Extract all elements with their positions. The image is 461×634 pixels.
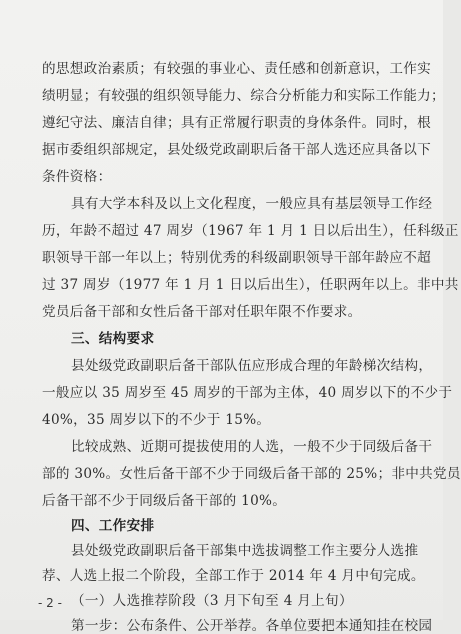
body-text-line: 荐、人选上报二个阶段，全部工作于 2014 年 4 月中旬完成。 — [42, 568, 425, 584]
body-text-line: 比较成熟、近期可提拔使用的人选，一般不少于同级后备干 — [71, 439, 433, 455]
body-text-line: 第一步：公布条件、公开举荐。各单位要把本通知挂在校园 — [71, 618, 433, 634]
body-text-line: 绩明显；有较强的组织领导能力、综合分析能力和实际工作能力； — [42, 88, 445, 104]
section-heading-work-plan: 四、工作安排 — [71, 518, 155, 534]
body-text-line: 一般应以 35 周岁至 45 周岁的干部为主体，40 周岁以下的不少于 — [42, 385, 453, 401]
body-text-line: 职领导干部一年以上；特别优秀的科级副职领导干部年龄应不超 — [42, 250, 432, 266]
page-number: - 2 - — [38, 596, 62, 610]
body-text-line: 县处级党政副职后备干部队伍应形成合理的年龄梯次结构， — [71, 358, 433, 374]
body-text-line: 党员后备干部和女性后备干部对任职年限不作要求。 — [42, 304, 362, 320]
body-text-line: 历，年龄不超过 47 周岁（1967 年 1 月 1 日以后出生），任科级正 — [42, 223, 459, 239]
sub-heading-recommendation-stage: （一）人选推荐阶段（3 月下旬至 4 月上旬） — [71, 593, 353, 609]
body-text-line: 部的 30%。女性后备干部不少于同级后备干部的 25%；非中共党员 — [42, 466, 461, 482]
body-text-line: 条件资格： — [42, 169, 112, 185]
body-text-line: 后备干部不少于同级后备干部的 10%。 — [42, 493, 287, 509]
body-text-line: 据市委组织部规定，县处级党政副职后备干部人选还应具备以下 — [42, 142, 432, 158]
body-text-line: 遵纪守法、廉洁自律；具有正常履行职责的身体条件。同时，根 — [42, 115, 432, 131]
body-text-line: 的思想政治素质；有较强的事业心、责任感和创新意识，工作实 — [42, 61, 432, 77]
body-text-line: 过 37 周岁（1977 年 1 月 1 日以后出生），任职两年以上。非中共 — [42, 277, 459, 293]
body-text-line: 县处级党政副职后备干部集中选拔调整工作主要分人选推 — [71, 543, 419, 559]
body-text-line: 40%，35 周岁以下的不少于 15%。 — [42, 412, 271, 428]
body-text-line: 具有大学本科及以上文化程度，一般应具有基层领导工作经 — [71, 196, 433, 212]
section-heading-structure: 三、结构要求 — [71, 331, 155, 347]
